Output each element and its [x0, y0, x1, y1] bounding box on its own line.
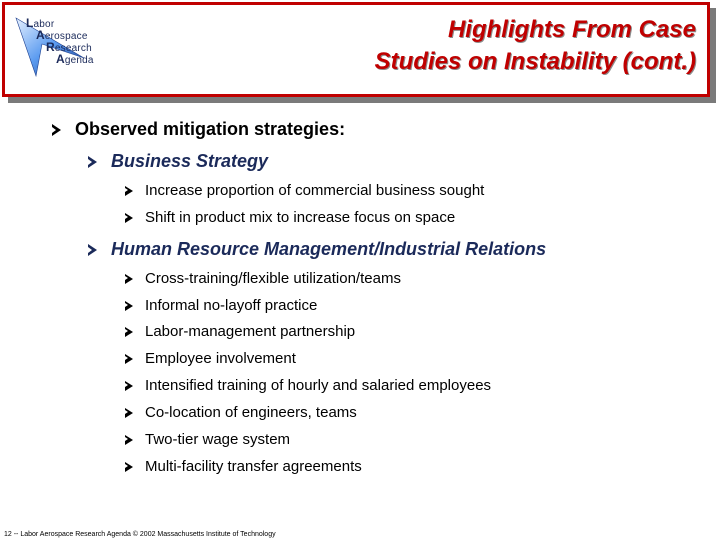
list-item-text: Increase proportion of commercial business sought — [145, 182, 485, 199]
logo-line-1: Labor — [26, 16, 55, 30]
bullet-heading-text: Observed mitigation strategies: — [75, 119, 346, 139]
list-item-text: Two-tier wage system — [145, 431, 291, 448]
list-item — [125, 404, 357, 421]
arrow-bullet-icon — [125, 301, 133, 311]
list-item-text: Intensified training of hourly and salaried employees — [145, 377, 492, 394]
list-item-text: Cross-training/flexible utilization/teams — [145, 270, 401, 287]
arrow-bullet-icon — [125, 435, 133, 445]
arrow-bullet-icon — [125, 186, 133, 196]
arrow-bullet-icon — [125, 213, 133, 223]
arrow-bullet-icon — [125, 462, 133, 472]
bullet-business-strategy — [88, 151, 268, 172]
bullet-business-strategy-text: Business Strategy — [111, 151, 269, 171]
list-item — [125, 458, 362, 475]
arrow-bullet-icon — [125, 408, 133, 418]
list-item-text: Shift in product mix to increase focus on space — [145, 209, 456, 226]
bullet-human-resource-text: Human Resource Management/Industrial Relations — [111, 239, 547, 259]
list-item-text: Informal no-layoff practice — [145, 297, 318, 314]
list-item — [125, 431, 290, 448]
arrow-bullet-icon — [88, 156, 97, 168]
arrow-bullet-icon — [125, 354, 133, 364]
slide-title-line-1: Highlights From Case — [447, 16, 696, 43]
logo-line-4: Agenda — [56, 52, 94, 66]
slide-title-line-2: Studies on Instability (cont.) — [374, 48, 696, 75]
list-item-text: Employee involvement — [145, 350, 296, 367]
arrow-bullet-icon — [88, 244, 97, 256]
list-item — [125, 323, 355, 340]
bullet-heading — [52, 119, 345, 140]
arrow-bullet-icon — [125, 381, 133, 391]
list-item-text: Multi-facility transfer agreements — [145, 458, 362, 475]
list-item — [125, 297, 317, 314]
list-item-text: Labor-management partnership — [145, 323, 356, 340]
arrow-bullet-icon — [125, 327, 133, 337]
arrow-bullet-icon — [52, 124, 61, 136]
list-item-text: Co-location of engineers, teams — [145, 404, 357, 421]
list-item — [125, 350, 296, 367]
arrow-bullet-icon — [125, 274, 133, 284]
list-item — [125, 182, 484, 199]
footer-copyright: 12 -- Labor Aerospace Research Agenda © 2002 Massachusetts Institute of Technology — [4, 531, 276, 538]
logo-line-3: Research — [46, 40, 92, 54]
list-item — [125, 377, 491, 394]
list-item — [125, 270, 401, 287]
logo-line-2: Aerospace — [36, 28, 88, 42]
list-item — [125, 209, 455, 226]
bullet-human-resource — [88, 239, 546, 260]
